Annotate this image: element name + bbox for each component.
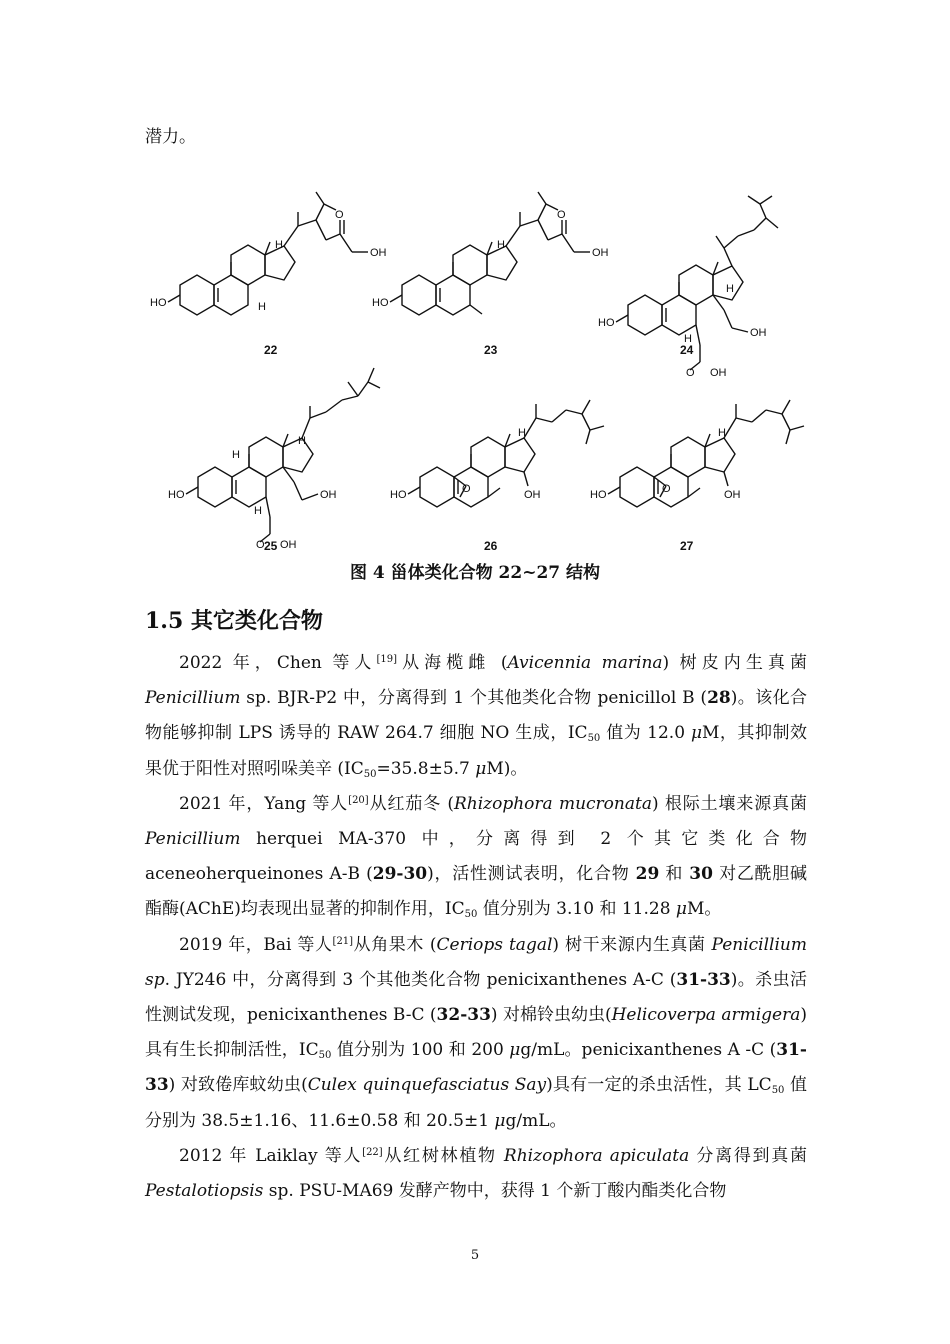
citation: [21] bbox=[332, 935, 354, 947]
compound-label-23: 23 bbox=[484, 343, 498, 357]
citation: [19] bbox=[376, 654, 397, 665]
paragraph-3: 2019 年，Bai 等人[21]从角果木 (Ceriops tagal) 树干来源内生真菌 Penicillium sp. JY246 中，分离得到 3 个其他类化合物 penicixanthenes A-C (31-33)。杀虫活性测试发现，penicixanthenes B-C (32-33) 对棉铃虫幼虫(Helicoverpa armigera)具有生长抑制活性，$IC_{50}$ 值分别为 100 和 200 μg/mL。penicixanthenes A -C (31-33) 对致倦库蚊幼虫(Culex quinquefasciatus Say)具有一定的杀虫活性，其 $LC_{50}$ 值分别为 38.5±1.16、11.6±0.58 和 20.5±1 μg/mL。 bbox=[145, 934, 807, 1131]
h-label-23: H bbox=[497, 239, 505, 251]
structure-23 bbox=[372, 192, 609, 315]
structure-22 bbox=[150, 192, 387, 315]
h-label-25b: H bbox=[298, 435, 306, 447]
oh-label-24: OH bbox=[750, 327, 767, 339]
steroid-structures-figure bbox=[150, 150, 810, 550]
paragraph-2: 2021 年，Yang 等人[20]从红茄冬 (Rhizophora mucronata) 根际土壤来源真菌 Penicillium herquei MA-370 中，分离得到 2 个其它类化合物 aceneoherqueinones A-B (29-30)，活性测试表明，化合物 29 和 30 对乙酰胆碱酯酶(AChE)均表现出显著的抑制作用，$IC_{50}$ 值分别为 3.10 和 11.28 μM。 bbox=[145, 793, 808, 921]
paragraph-1: 2022 年，Chen 等人[19]从海榄雌 (Avicennia marina) 树皮内生真菌 Penicillium sp. BJR-P2 中，分离得到 1 个其他类化合物 penicillol B (28)。该化合物能够抑制 LPS 诱导的 RAW 264.7 细胞 NO 生成，$IC_{50}$ 值为 12.0 μM，其抑制效果优于阳性对照吲哚美辛 ($IC_{50}=35.8\pm 5.7$ μM)。 bbox=[145, 653, 807, 780]
oh-label-26: OH bbox=[524, 489, 541, 501]
h-label-24: H bbox=[726, 283, 734, 295]
compound-label-26: 26 bbox=[484, 539, 498, 550]
structure-25 bbox=[168, 368, 380, 550]
ho-label-27: HO bbox=[590, 489, 607, 501]
figure-caption: 图 4 甾体类化合物 22~27 结构 bbox=[349, 563, 601, 583]
h-label-22: H bbox=[258, 301, 266, 313]
compound-label-22: 22 bbox=[264, 343, 278, 357]
body-text bbox=[145, 646, 807, 1209]
structure-26 bbox=[390, 400, 604, 507]
h-label-27: H bbox=[718, 427, 726, 439]
oh-label-25b: OH bbox=[280, 539, 297, 550]
o-label-26: O bbox=[462, 483, 471, 495]
h-label-24b: H bbox=[684, 333, 692, 345]
oh-label-22: OH bbox=[370, 247, 387, 259]
ho-label-22: HO bbox=[150, 297, 167, 309]
ho-label-26: HO bbox=[390, 489, 407, 501]
compound-label-24: 24 bbox=[680, 343, 694, 357]
citation: [20] bbox=[348, 794, 369, 806]
o-label-24: O bbox=[686, 367, 695, 379]
h-label-25c: H bbox=[254, 505, 262, 517]
ho-label-23: HO bbox=[372, 297, 389, 309]
structures-drawing bbox=[150, 150, 810, 550]
compound-label-27: 27 bbox=[680, 539, 694, 550]
o-label-23: O bbox=[557, 209, 566, 221]
oh-label-24b: OH bbox=[710, 367, 727, 379]
ho-label-25: HO bbox=[168, 489, 185, 501]
section-heading: 1.5 其它类化合物 bbox=[145, 608, 323, 634]
paragraph-4: 2012 年 Laiklay 等人[22]从红树林植物 Rhizophora apiculata 分离得到真菌 Pestalotiopsis sp. PSU-MA69 发酵产物中，获得 1 个新丁酸内酯类化合物 bbox=[145, 1145, 807, 1202]
ho-label-24: HO bbox=[598, 317, 615, 329]
o-label-22: O bbox=[335, 209, 344, 221]
page-number: 5 bbox=[470, 1248, 480, 1263]
structure-27 bbox=[590, 400, 804, 507]
o-label-27: O bbox=[662, 483, 671, 495]
h-label-26: H bbox=[518, 427, 526, 439]
oh-label-25: OH bbox=[320, 489, 337, 501]
citation: [22] bbox=[362, 1146, 383, 1158]
oh-label-23: OH bbox=[592, 247, 609, 259]
continuation-text: 潜力。 bbox=[145, 127, 196, 147]
h-label-22b: H bbox=[275, 239, 283, 251]
oh-label-27: OH bbox=[724, 489, 741, 501]
h-label-25: H bbox=[232, 449, 240, 461]
o-label-25: O bbox=[256, 539, 265, 550]
compound-label-25: 25 bbox=[264, 539, 278, 550]
